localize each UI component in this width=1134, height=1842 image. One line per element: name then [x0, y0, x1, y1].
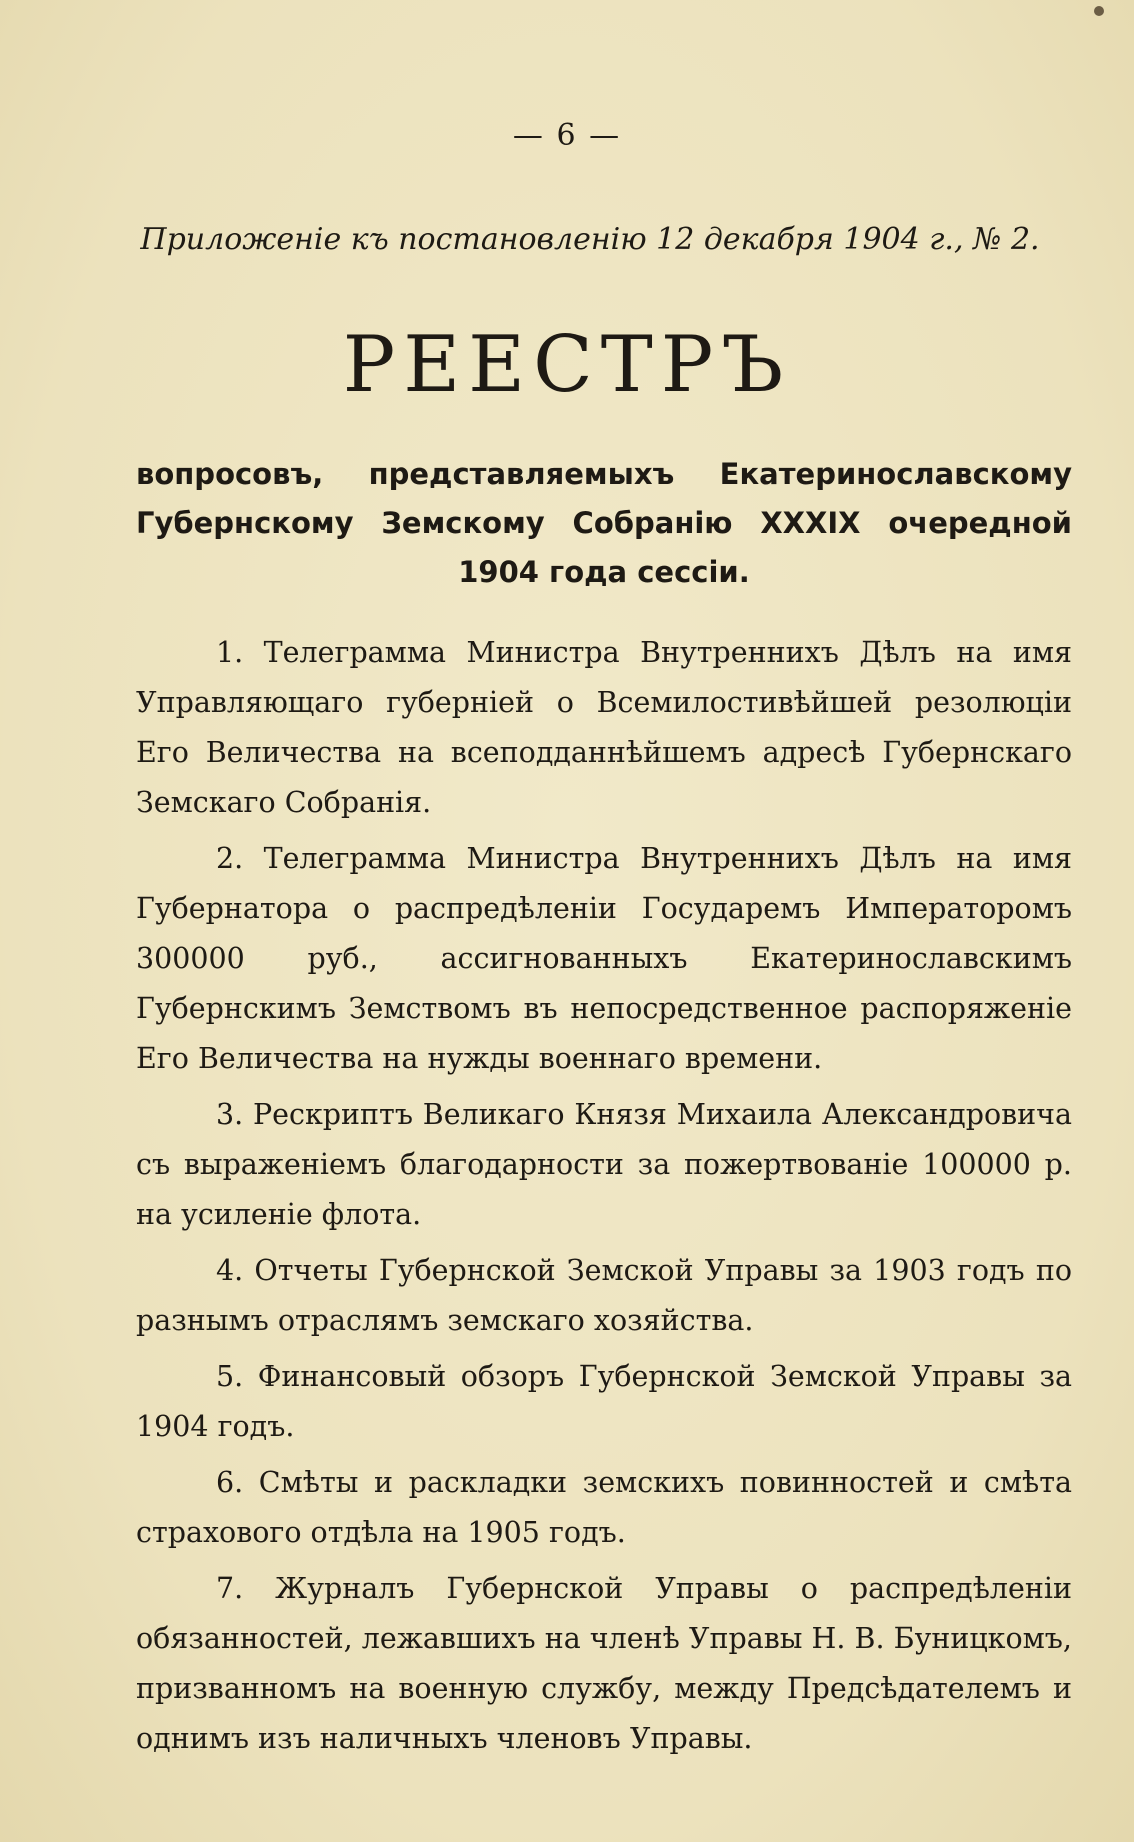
document-title: РЕЕСТРЪ [342, 320, 792, 410]
appendix-caption: Приложеніе къ постановленію 12 декабря 1904 г., № 2. [140, 222, 1040, 257]
ink-spot [1094, 6, 1104, 16]
registry-item-5: 5. Финансовый обзоръ Губернской Земской Управы за 1904 годъ. [136, 1360, 1072, 1443]
registry-item-4: 4. Отчеты Губернской Земской Управы за 1903 годъ по разнымъ отраслямъ земскаго хозяйства. [136, 1254, 1072, 1337]
document-subtitle: вопросовъ, представляемыхъ Екатеринославскому Губернскому Земскому Собранію XXXIX очередной 1904 года сессіи. [136, 457, 1072, 589]
registry-item-3: 3. Рескриптъ Великаго Князя Михаила Александровича съ выраженіемъ благодарности за пожертвованіе 100000 р. на усиленіе флота. [136, 1098, 1072, 1231]
page-number: — 6 — [512, 118, 622, 153]
registry-items-list [136, 628, 1072, 1770]
registry-item-7: 7. Журналъ Губернской Управы о распредѣленіи обязанностей, лежавшихъ на членѣ Управы Н. В. Буницкомъ, призванномъ на военную службу, между Предсѣдателемъ и однимъ изъ наличныхъ членовъ Управы. [136, 1572, 1072, 1755]
registry-item-1: 1. Телеграмма Министра Внутреннихъ Дѣлъ на имя Управляющаго губерніей о Всемилостивѣйшей резолюціи Его Величества на всеподданнѣйшемъ адресѣ Губернскаго Земскаго Собранія. [136, 636, 1072, 819]
registry-item-2: 2. Телеграмма Министра Внутреннихъ Дѣлъ на имя Губернатора о распредѣленіи Государемъ Императоромъ 300000 руб., ассигнованныхъ Екатеринославскимъ Губернскимъ Земствомъ въ непосредственное распоряженіе Его Величества на нужды военнаго времени. [136, 842, 1072, 1075]
registry-item-6: 6. Смѣты и раскладки земскихъ повинностей и смѣта страхового отдѣла на 1905 годъ. [136, 1466, 1072, 1549]
